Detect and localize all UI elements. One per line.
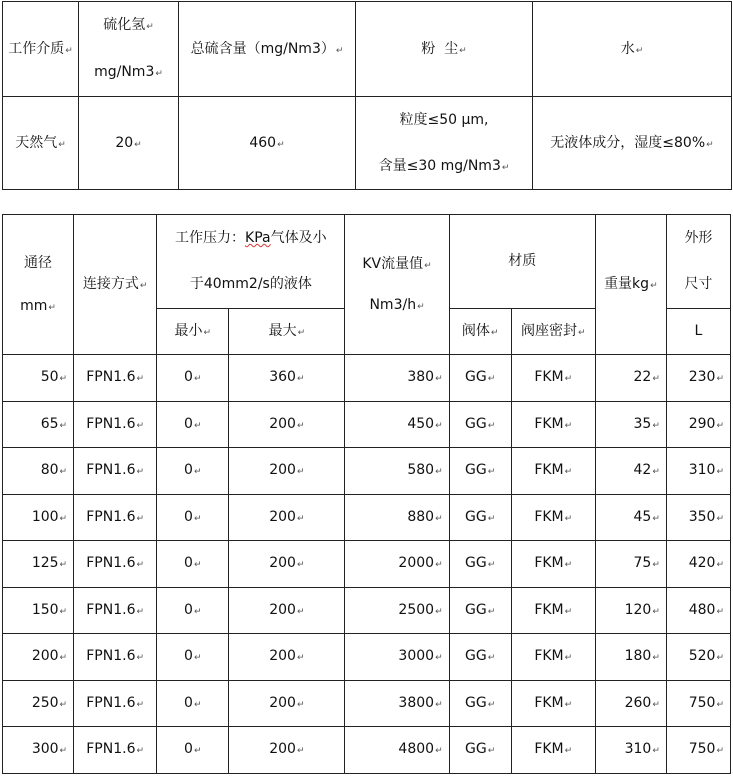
cell-pressure-max: 200↵ [229, 680, 345, 727]
table-row [3, 401, 731, 448]
cell-connection: FPN1.6↵ [74, 587, 157, 634]
valve-spec-table [2, 214, 731, 774]
cell-connection: FPN1.6↵ [74, 355, 157, 402]
table-row [3, 634, 731, 681]
table-row [3, 727, 731, 774]
cell-nominal-diameter: 125↵ [3, 541, 74, 588]
cell-weight: 120↵ [595, 587, 666, 634]
header-h2s: 硫化氢↵ mg/Nm3↵ [79, 2, 179, 97]
header-material-body: 阀体↵ [449, 309, 511, 355]
cell-dimension: 480↵ [666, 587, 730, 634]
cell-dimension: 420↵ [666, 541, 730, 588]
cell-material-seal: FKM↵ [511, 541, 595, 588]
header-total-sulfur: 总硫含量（mg/Nm3）↵ [179, 2, 356, 97]
header-connection: 连接方式↵ [74, 215, 157, 355]
value-medium: 天然气↵ [3, 97, 79, 190]
cell-pressure-min: 0↵ [157, 541, 229, 588]
cell-kv-flow: 880↵ [345, 494, 449, 541]
header-medium: 工作介质↵ [3, 2, 79, 97]
cell-material-seal: FKM↵ [511, 494, 595, 541]
cell-kv-flow: 2500↵ [345, 587, 449, 634]
cell-kv-flow: 4800↵ [345, 727, 449, 774]
cell-material-body: GG↵ [449, 727, 511, 774]
table-row [3, 494, 731, 541]
header-dust: 粉 尘↵ [356, 2, 533, 97]
table-row [3, 680, 731, 727]
cell-kv-flow: 3800↵ [345, 680, 449, 727]
cell-kv-flow: 450↵ [345, 401, 449, 448]
cell-material-body: GG↵ [449, 634, 511, 681]
cell-nominal-diameter: 50↵ [3, 355, 74, 402]
cell-nominal-diameter: 150↵ [3, 587, 74, 634]
spec-table-body [3, 355, 731, 774]
cell-pressure-min: 0↵ [157, 401, 229, 448]
value-total-sulfur: 460↵ [179, 97, 356, 190]
cell-connection: FPN1.6↵ [74, 634, 157, 681]
cell-material-seal: FKM↵ [511, 680, 595, 727]
header-water: 水↵ [533, 2, 732, 97]
cell-connection: FPN1.6↵ [74, 448, 157, 495]
cell-material-body: GG↵ [449, 448, 511, 495]
header-working-pressure: 工作压力：KPa气体及小 于40mm2/s的液体 [157, 215, 345, 309]
cell-material-body: GG↵ [449, 355, 511, 402]
value-water: 无液体成分，湿度≤80%↵ [533, 97, 732, 190]
cell-pressure-max: 200↵ [229, 494, 345, 541]
cell-weight: 35↵ [595, 401, 666, 448]
medium-header-row [3, 2, 732, 97]
header-kv-flow: KV流量值↵ Nm3/h↵ [345, 215, 449, 355]
cell-material-body: GG↵ [449, 541, 511, 588]
cell-weight: 22↵ [595, 355, 666, 402]
cell-nominal-diameter: 100↵ [3, 494, 74, 541]
cell-pressure-max: 200↵ [229, 727, 345, 774]
cell-material-seal: FKM↵ [511, 401, 595, 448]
cell-pressure-max: 200↵ [229, 541, 345, 588]
value-dust: 粒度≤50 μm, 含量≤30 mg/Nm3↵ [356, 97, 533, 190]
cell-pressure-min: 0↵ [157, 587, 229, 634]
cell-pressure-max: 200↵ [229, 587, 345, 634]
cell-pressure-min: 0↵ [157, 355, 229, 402]
header-pressure-max: 最大↵ [229, 309, 345, 355]
cell-pressure-max: 360↵ [229, 355, 345, 402]
cell-dimension: 520↵ [666, 634, 730, 681]
cell-weight: 42↵ [595, 448, 666, 495]
cell-nominal-diameter: 250↵ [3, 680, 74, 727]
cell-kv-flow: 3000↵ [345, 634, 449, 681]
cell-material-body: GG↵ [449, 680, 511, 727]
cell-connection: FPN1.6↵ [74, 401, 157, 448]
header-material-seal: 阀座密封↵ [511, 309, 595, 355]
cell-nominal-diameter: 300↵ [3, 727, 74, 774]
cell-material-seal: FKM↵ [511, 587, 595, 634]
cell-pressure-max: 200↵ [229, 634, 345, 681]
cell-weight: 260↵ [595, 680, 666, 727]
cell-material-seal: FKM↵ [511, 355, 595, 402]
cell-nominal-diameter: 200↵ [3, 634, 74, 681]
medium-conditions-table [2, 1, 732, 190]
table-row [3, 541, 731, 588]
cell-dimension: 310↵ [666, 448, 730, 495]
cell-weight: 180↵ [595, 634, 666, 681]
cell-pressure-min: 0↵ [157, 680, 229, 727]
header-dimension: 外形 尺寸 [666, 215, 730, 309]
spec-header-row-1 [3, 215, 731, 309]
cell-kv-flow: 380↵ [345, 355, 449, 402]
cell-kv-flow: 580↵ [345, 448, 449, 495]
cell-weight: 45↵ [595, 494, 666, 541]
cell-material-seal: FKM↵ [511, 634, 595, 681]
cell-pressure-min: 0↵ [157, 494, 229, 541]
cell-dimension: 230↵ [666, 355, 730, 402]
cell-dimension: 290↵ [666, 401, 730, 448]
cell-dimension: 750↵ [666, 680, 730, 727]
table-row [3, 448, 731, 495]
cell-pressure-max: 200↵ [229, 448, 345, 495]
table-row [3, 355, 731, 402]
cell-material-seal: FKM↵ [511, 727, 595, 774]
cell-connection: FPN1.6↵ [74, 727, 157, 774]
cell-weight: 75↵ [595, 541, 666, 588]
cell-material-body: GG↵ [449, 587, 511, 634]
header-dimension-l: L [666, 309, 730, 355]
header-nominal-diameter: 通径 mm↵ [3, 215, 74, 355]
cell-material-body: GG↵ [449, 401, 511, 448]
cell-kv-flow: 2000↵ [345, 541, 449, 588]
cell-material-seal: FKM↵ [511, 448, 595, 495]
cell-pressure-min: 0↵ [157, 727, 229, 774]
table-row [3, 587, 731, 634]
cell-connection: FPN1.6↵ [74, 541, 157, 588]
cell-connection: FPN1.6↵ [74, 680, 157, 727]
medium-value-row [3, 97, 732, 190]
cell-pressure-min: 0↵ [157, 448, 229, 495]
cell-material-body: GG↵ [449, 494, 511, 541]
value-h2s: 20↵ [79, 97, 179, 190]
cell-pressure-max: 200↵ [229, 401, 345, 448]
header-weight: 重量kg↵ [595, 215, 666, 355]
cell-connection: FPN1.6↵ [74, 494, 157, 541]
cell-nominal-diameter: 65↵ [3, 401, 74, 448]
header-pressure-min: 最小↵ [157, 309, 229, 355]
cell-dimension: 350↵ [666, 494, 730, 541]
cell-nominal-diameter: 80↵ [3, 448, 74, 495]
header-material: 材质 [449, 215, 595, 309]
cell-weight: 310↵ [595, 727, 666, 774]
cell-dimension: 750↵ [666, 727, 730, 774]
cell-pressure-min: 0↵ [157, 634, 229, 681]
